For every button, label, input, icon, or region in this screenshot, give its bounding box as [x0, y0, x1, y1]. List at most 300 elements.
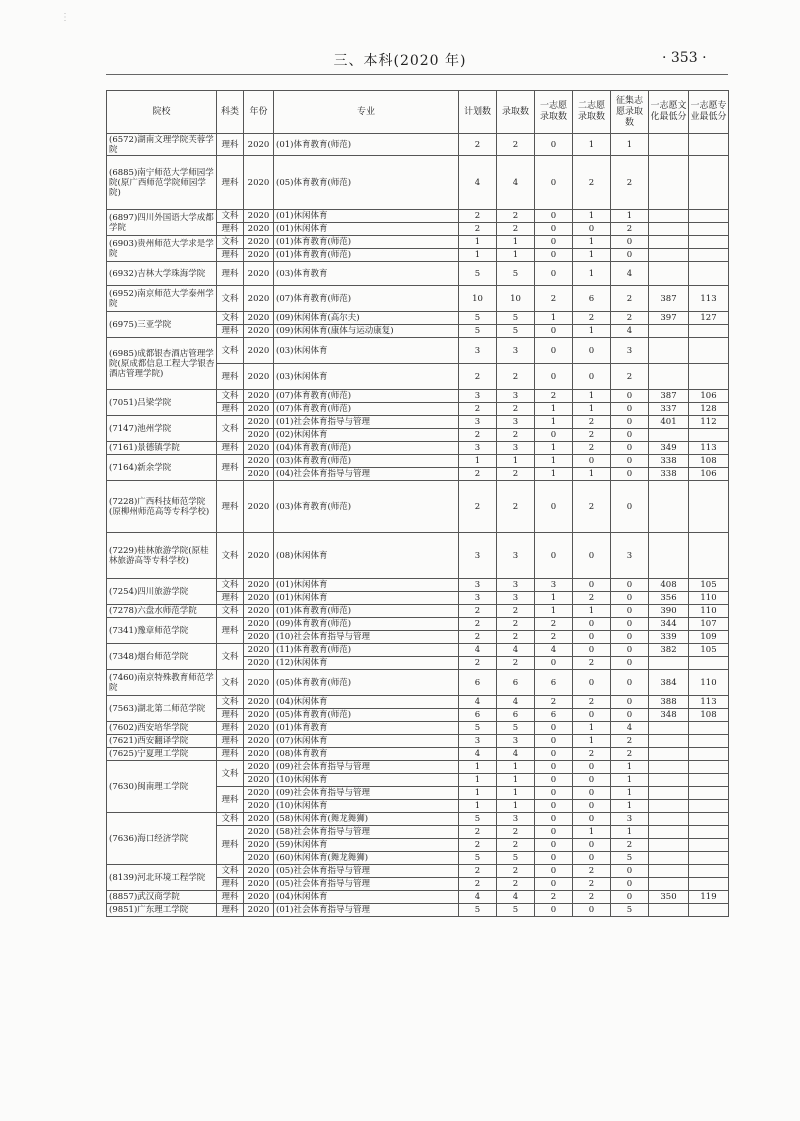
plan-count-cell: 10 [459, 286, 497, 312]
second-choice-count-cell: 0 [573, 533, 611, 579]
year-cell: 2020 [244, 325, 274, 338]
school-cell: (6932)吉林大学珠海学院 [107, 262, 217, 286]
supplementary-count-cell: 0 [611, 644, 649, 657]
second-choice-count-cell: 0 [573, 787, 611, 800]
category-cell: 理科 [217, 748, 244, 761]
school-cell: (7161)景德镇学院 [107, 442, 217, 455]
plan-count-cell: 4 [459, 156, 497, 210]
admitted-count-cell: 1 [497, 800, 535, 813]
table-row [107, 390, 729, 403]
first-choice-count-cell: 0 [535, 481, 573, 533]
col-header: 征集志愿录取数 [611, 91, 649, 134]
first-choice-count-cell: 1 [535, 442, 573, 455]
category-cell: 理科 [217, 891, 244, 904]
culture-min-score-cell [649, 223, 689, 236]
first-choice-count-cell: 0 [535, 904, 573, 917]
first-choice-count-cell: 0 [535, 865, 573, 878]
page-number: · 353 · [662, 50, 707, 66]
school-cell: (7621)西安翻译学院 [107, 735, 217, 748]
culture-min-score-cell [649, 236, 689, 249]
category-cell: 理科 [217, 618, 244, 644]
second-choice-count-cell: 0 [573, 455, 611, 468]
year-cell: 2020 [244, 878, 274, 891]
year-cell: 2020 [244, 800, 274, 813]
supplementary-count-cell: 0 [611, 468, 649, 481]
supplementary-count-cell: 0 [611, 403, 649, 416]
admitted-count-cell: 2 [497, 657, 535, 670]
culture-min-score-cell [649, 210, 689, 223]
admitted-count-cell: 5 [497, 325, 535, 338]
table-row [107, 286, 729, 312]
category-cell: 文科 [217, 390, 244, 403]
year-cell: 2020 [244, 455, 274, 468]
major-min-score-cell: 107 [689, 618, 729, 631]
table-row [107, 748, 729, 761]
plan-count-cell: 2 [459, 865, 497, 878]
second-choice-count-cell: 1 [573, 325, 611, 338]
first-choice-count-cell: 2 [535, 891, 573, 904]
culture-min-score-cell [649, 533, 689, 579]
admitted-count-cell: 2 [497, 605, 535, 618]
first-choice-count-cell: 2 [535, 631, 573, 644]
year-cell: 2020 [244, 134, 274, 156]
second-choice-count-cell: 2 [573, 891, 611, 904]
first-choice-count-cell: 0 [535, 364, 573, 390]
first-choice-count-cell: 2 [535, 618, 573, 631]
culture-min-score-cell: 382 [649, 644, 689, 657]
admitted-count-cell: 2 [497, 429, 535, 442]
year-cell: 2020 [244, 210, 274, 223]
school-cell: (8857)武汉商学院 [107, 891, 217, 904]
culture-min-score-cell [649, 325, 689, 338]
culture-min-score-cell: 344 [649, 618, 689, 631]
first-choice-count-cell: 2 [535, 390, 573, 403]
first-choice-count-cell: 0 [535, 156, 573, 210]
supplementary-count-cell: 0 [611, 891, 649, 904]
admitted-count-cell: 2 [497, 468, 535, 481]
admitted-count-cell: 2 [497, 481, 535, 533]
school-cell: (7563)湖北第二师范学院 [107, 696, 217, 722]
year-cell: 2020 [244, 748, 274, 761]
admitted-count-cell: 2 [497, 134, 535, 156]
plan-count-cell: 5 [459, 312, 497, 325]
major-min-score-cell [689, 481, 729, 533]
table-row [107, 455, 729, 468]
year-cell: 2020 [244, 390, 274, 403]
major-cell: (01)体育教育(师范) [274, 605, 459, 618]
major-min-score-cell [689, 156, 729, 210]
major-min-score-cell [689, 533, 729, 579]
second-choice-count-cell: 2 [573, 156, 611, 210]
first-choice-count-cell: 0 [535, 657, 573, 670]
first-choice-count-cell: 1 [535, 468, 573, 481]
plan-count-cell: 2 [459, 364, 497, 390]
major-min-score-cell [689, 904, 729, 917]
culture-min-score-cell [649, 826, 689, 839]
first-choice-count-cell: 0 [535, 338, 573, 364]
plan-count-cell: 4 [459, 644, 497, 657]
year-cell: 2020 [244, 722, 274, 735]
category-cell: 理科 [217, 709, 244, 722]
first-choice-count-cell: 1 [535, 455, 573, 468]
category-cell: 文科 [217, 286, 244, 312]
major-min-score-cell: 113 [689, 442, 729, 455]
category-cell: 理科 [217, 442, 244, 455]
supplementary-count-cell: 1 [611, 761, 649, 774]
table-header-row [107, 91, 729, 134]
category-cell: 理科 [217, 592, 244, 605]
plan-count-cell: 2 [459, 657, 497, 670]
major-min-score-cell: 105 [689, 644, 729, 657]
major-min-score-cell: 128 [689, 403, 729, 416]
major-min-score-cell: 113 [689, 286, 729, 312]
first-choice-count-cell: 0 [535, 839, 573, 852]
admitted-count-cell: 4 [497, 156, 535, 210]
admitted-count-cell: 3 [497, 735, 535, 748]
culture-min-score-cell [649, 761, 689, 774]
major-cell: (01)休闲体育 [274, 592, 459, 605]
second-choice-count-cell: 2 [573, 442, 611, 455]
culture-min-score-cell [649, 249, 689, 262]
culture-min-score-cell [649, 338, 689, 364]
table-row [107, 605, 729, 618]
admitted-count-cell: 5 [497, 262, 535, 286]
admitted-count-cell: 3 [497, 579, 535, 592]
first-choice-count-cell: 0 [535, 748, 573, 761]
admitted-count-cell: 5 [497, 722, 535, 735]
year-cell: 2020 [244, 262, 274, 286]
major-min-score-cell [689, 210, 729, 223]
plan-count-cell: 2 [459, 878, 497, 891]
supplementary-count-cell: 0 [611, 429, 649, 442]
major-cell: (01)体育教育 [274, 722, 459, 735]
plan-count-cell: 3 [459, 442, 497, 455]
table-row [107, 761, 729, 774]
school-cell: (7164)新余学院 [107, 455, 217, 481]
supplementary-count-cell: 0 [611, 236, 649, 249]
culture-min-score-cell: 348 [649, 709, 689, 722]
category-cell: 文科 [217, 696, 244, 709]
major-cell: (09)休闲体育(康体与运动康复) [274, 325, 459, 338]
major-min-score-cell: 110 [689, 670, 729, 696]
admitted-count-cell: 2 [497, 631, 535, 644]
school-cell: (7636)海口经济学院 [107, 813, 217, 865]
category-cell: 理科 [217, 787, 244, 813]
year-cell: 2020 [244, 236, 274, 249]
supplementary-count-cell: 0 [611, 579, 649, 592]
second-choice-count-cell: 1 [573, 735, 611, 748]
school-cell: (6985)成都银杏酒店管理学院(原成都信息工程大学银杏酒店管理学院) [107, 338, 217, 390]
supplementary-count-cell: 2 [611, 312, 649, 325]
supplementary-count-cell: 0 [611, 618, 649, 631]
year-cell: 2020 [244, 533, 274, 579]
admitted-count-cell: 2 [497, 364, 535, 390]
major-min-score-cell [689, 878, 729, 891]
major-cell: (03)体育教育 [274, 262, 459, 286]
major-min-score-cell [689, 249, 729, 262]
plan-count-cell: 4 [459, 748, 497, 761]
supplementary-count-cell: 4 [611, 722, 649, 735]
second-choice-count-cell: 1 [573, 605, 611, 618]
admitted-count-cell: 4 [497, 748, 535, 761]
school-cell: (7147)池州学院 [107, 416, 217, 442]
plan-count-cell: 1 [459, 761, 497, 774]
table-body [107, 134, 729, 917]
plan-count-cell: 2 [459, 839, 497, 852]
second-choice-count-cell: 0 [573, 644, 611, 657]
major-cell: (07)休闲体育 [274, 735, 459, 748]
major-min-score-cell: 127 [689, 312, 729, 325]
major-min-score-cell: 108 [689, 455, 729, 468]
supplementary-count-cell: 3 [611, 813, 649, 826]
category-cell: 文科 [217, 813, 244, 826]
supplementary-count-cell: 0 [611, 657, 649, 670]
col-header: 录取数 [497, 91, 535, 134]
col-header: 专业 [274, 91, 459, 134]
year-cell: 2020 [244, 735, 274, 748]
second-choice-count-cell: 1 [573, 210, 611, 223]
school-cell: (7229)桂林旅游学院(原桂林旅游高等专科学校) [107, 533, 217, 579]
admitted-count-cell: 2 [497, 618, 535, 631]
year-cell: 2020 [244, 865, 274, 878]
year-cell: 2020 [244, 286, 274, 312]
major-cell: (08)体育教育 [274, 748, 459, 761]
supplementary-count-cell: 2 [611, 223, 649, 236]
second-choice-count-cell: 1 [573, 134, 611, 156]
year-cell: 2020 [244, 891, 274, 904]
second-choice-count-cell: 0 [573, 364, 611, 390]
first-choice-count-cell: 0 [535, 722, 573, 735]
major-cell: (60)休闲体育(舞龙舞狮) [274, 852, 459, 865]
school-cell: (6572)湖南文理学院芙蓉学院 [107, 134, 217, 156]
first-choice-count-cell: 0 [535, 223, 573, 236]
major-cell: (05)体育教育(师范) [274, 709, 459, 722]
table-row [107, 865, 729, 878]
year-cell: 2020 [244, 852, 274, 865]
category-cell: 文科 [217, 236, 244, 249]
school-cell: (7278)六盘水师范学院 [107, 605, 217, 618]
major-cell: (03)休闲体育 [274, 364, 459, 390]
admitted-count-cell: 3 [497, 442, 535, 455]
major-min-score-cell [689, 657, 729, 670]
plan-count-cell: 2 [459, 618, 497, 631]
supplementary-count-cell: 0 [611, 709, 649, 722]
category-cell: 理科 [217, 134, 244, 156]
category-cell: 理科 [217, 403, 244, 416]
table-row [107, 156, 729, 210]
admitted-count-cell: 1 [497, 455, 535, 468]
culture-min-score-cell [649, 839, 689, 852]
culture-min-score-cell [649, 800, 689, 813]
major-min-score-cell [689, 429, 729, 442]
admitted-count-cell: 3 [497, 592, 535, 605]
admitted-count-cell: 3 [497, 390, 535, 403]
school-cell: (7348)烟台师范学院 [107, 644, 217, 670]
major-cell: (03)体育教育(师范) [274, 481, 459, 533]
major-cell: (11)体育教育(师范) [274, 644, 459, 657]
col-header: 一志愿专业最低分 [689, 91, 729, 134]
second-choice-count-cell: 1 [573, 468, 611, 481]
second-choice-count-cell: 1 [573, 262, 611, 286]
plan-count-cell: 1 [459, 249, 497, 262]
first-choice-count-cell: 0 [535, 249, 573, 262]
table-row [107, 670, 729, 696]
school-cell: (7630)闽南理工学院 [107, 761, 217, 813]
second-choice-count-cell: 0 [573, 904, 611, 917]
major-cell: (12)休闲体育 [274, 657, 459, 670]
year-cell: 2020 [244, 364, 274, 390]
plan-count-cell: 2 [459, 631, 497, 644]
first-choice-count-cell: 1 [535, 605, 573, 618]
plan-count-cell: 3 [459, 533, 497, 579]
plan-count-cell: 3 [459, 579, 497, 592]
major-min-score-cell [689, 774, 729, 787]
school-cell: (7625)宁夏理工学院 [107, 748, 217, 761]
supplementary-count-cell: 5 [611, 904, 649, 917]
category-cell: 理科 [217, 481, 244, 533]
plan-count-cell: 2 [459, 826, 497, 839]
year-cell: 2020 [244, 338, 274, 364]
school-cell: (6885)南宁师范大学师园学院(原广西师范学院师园学院) [107, 156, 217, 210]
table-row [107, 481, 729, 533]
second-choice-count-cell: 2 [573, 416, 611, 429]
table-row [107, 442, 729, 455]
year-cell: 2020 [244, 403, 274, 416]
year-cell: 2020 [244, 605, 274, 618]
major-cell: (58)休闲体育(舞龙舞狮) [274, 813, 459, 826]
culture-min-score-cell [649, 904, 689, 917]
major-cell: (10)休闲体育 [274, 800, 459, 813]
supplementary-count-cell: 1 [611, 774, 649, 787]
plan-count-cell: 3 [459, 390, 497, 403]
supplementary-count-cell: 2 [611, 364, 649, 390]
supplementary-count-cell: 2 [611, 286, 649, 312]
plan-count-cell: 5 [459, 325, 497, 338]
major-cell: (09)社会体育指导与管理 [274, 761, 459, 774]
supplementary-count-cell: 4 [611, 262, 649, 286]
second-choice-count-cell: 0 [573, 631, 611, 644]
major-cell: (03)休闲体育 [274, 338, 459, 364]
table-row [107, 735, 729, 748]
school-cell: (7460)南京特殊教育师范学院 [107, 670, 217, 696]
major-min-score-cell: 112 [689, 416, 729, 429]
culture-min-score-cell [649, 364, 689, 390]
category-cell: 理科 [217, 904, 244, 917]
plan-count-cell: 3 [459, 735, 497, 748]
culture-min-score-cell: 338 [649, 468, 689, 481]
col-header: 科类 [217, 91, 244, 134]
major-min-score-cell [689, 839, 729, 852]
major-min-score-cell [689, 338, 729, 364]
culture-min-score-cell [649, 156, 689, 210]
major-min-score-cell: 109 [689, 631, 729, 644]
supplementary-count-cell: 3 [611, 338, 649, 364]
second-choice-count-cell: 2 [573, 592, 611, 605]
culture-min-score-cell: 337 [649, 403, 689, 416]
admission-table [106, 90, 729, 917]
second-choice-count-cell: 1 [573, 236, 611, 249]
first-choice-count-cell: 0 [535, 262, 573, 286]
admitted-count-cell: 5 [497, 904, 535, 917]
culture-min-score-cell [649, 813, 689, 826]
culture-min-score-cell: 356 [649, 592, 689, 605]
plan-count-cell: 3 [459, 592, 497, 605]
supplementary-count-cell: 0 [611, 416, 649, 429]
major-cell: (05)社会体育指导与管理 [274, 878, 459, 891]
year-cell: 2020 [244, 670, 274, 696]
supplementary-count-cell: 0 [611, 390, 649, 403]
major-cell: (58)社会体育指导与管理 [274, 826, 459, 839]
major-cell: (09)体育教育(师范) [274, 618, 459, 631]
col-header: 院校 [107, 91, 217, 134]
culture-min-score-cell: 401 [649, 416, 689, 429]
culture-min-score-cell: 397 [649, 312, 689, 325]
admitted-count-cell: 1 [497, 774, 535, 787]
supplementary-count-cell: 0 [611, 442, 649, 455]
second-choice-count-cell: 2 [573, 657, 611, 670]
category-cell: 理科 [217, 156, 244, 210]
second-choice-count-cell: 0 [573, 618, 611, 631]
supplementary-count-cell: 0 [611, 605, 649, 618]
table-row [107, 813, 729, 826]
table-row [107, 210, 729, 223]
second-choice-count-cell: 2 [573, 696, 611, 709]
culture-min-score-cell: 387 [649, 390, 689, 403]
major-cell: (59)休闲体育 [274, 839, 459, 852]
col-header: 一志愿录取数 [535, 91, 573, 134]
year-cell: 2020 [244, 904, 274, 917]
major-cell: (08)休闲体育 [274, 533, 459, 579]
table-row [107, 904, 729, 917]
culture-min-score-cell [649, 878, 689, 891]
school-cell: (6903)贵州师范大学求是学院 [107, 236, 217, 262]
admitted-count-cell: 2 [497, 865, 535, 878]
year-cell: 2020 [244, 249, 274, 262]
second-choice-count-cell: 1 [573, 403, 611, 416]
year-cell: 2020 [244, 709, 274, 722]
major-cell: (05)社会体育指导与管理 [274, 865, 459, 878]
second-choice-count-cell: 2 [573, 312, 611, 325]
culture-min-score-cell: 408 [649, 579, 689, 592]
table-row [107, 416, 729, 429]
major-min-score-cell [689, 761, 729, 774]
culture-min-score-cell [649, 657, 689, 670]
culture-min-score-cell: 384 [649, 670, 689, 696]
year-cell: 2020 [244, 592, 274, 605]
major-cell: (04)体育教育(师范) [274, 442, 459, 455]
school-cell: (7341)豫章师范学院 [107, 618, 217, 644]
second-choice-count-cell: 0 [573, 852, 611, 865]
school-cell: (6975)三亚学院 [107, 312, 217, 338]
major-cell: (02)休闲体育 [274, 429, 459, 442]
major-cell: (04)休闲体育 [274, 696, 459, 709]
culture-min-score-cell: 387 [649, 286, 689, 312]
plan-count-cell: 2 [459, 605, 497, 618]
col-header: 二志愿录取数 [573, 91, 611, 134]
major-cell: (10)社会体育指导与管理 [274, 631, 459, 644]
culture-min-score-cell [649, 134, 689, 156]
admitted-count-cell: 1 [497, 787, 535, 800]
major-cell: (09)社会体育指导与管理 [274, 787, 459, 800]
second-choice-count-cell: 2 [573, 429, 611, 442]
supplementary-count-cell: 2 [611, 156, 649, 210]
first-choice-count-cell: 6 [535, 709, 573, 722]
first-choice-count-cell: 2 [535, 696, 573, 709]
second-choice-count-cell: 0 [573, 709, 611, 722]
admitted-count-cell: 1 [497, 249, 535, 262]
major-cell: (04)休闲体育 [274, 891, 459, 904]
table-row [107, 579, 729, 592]
